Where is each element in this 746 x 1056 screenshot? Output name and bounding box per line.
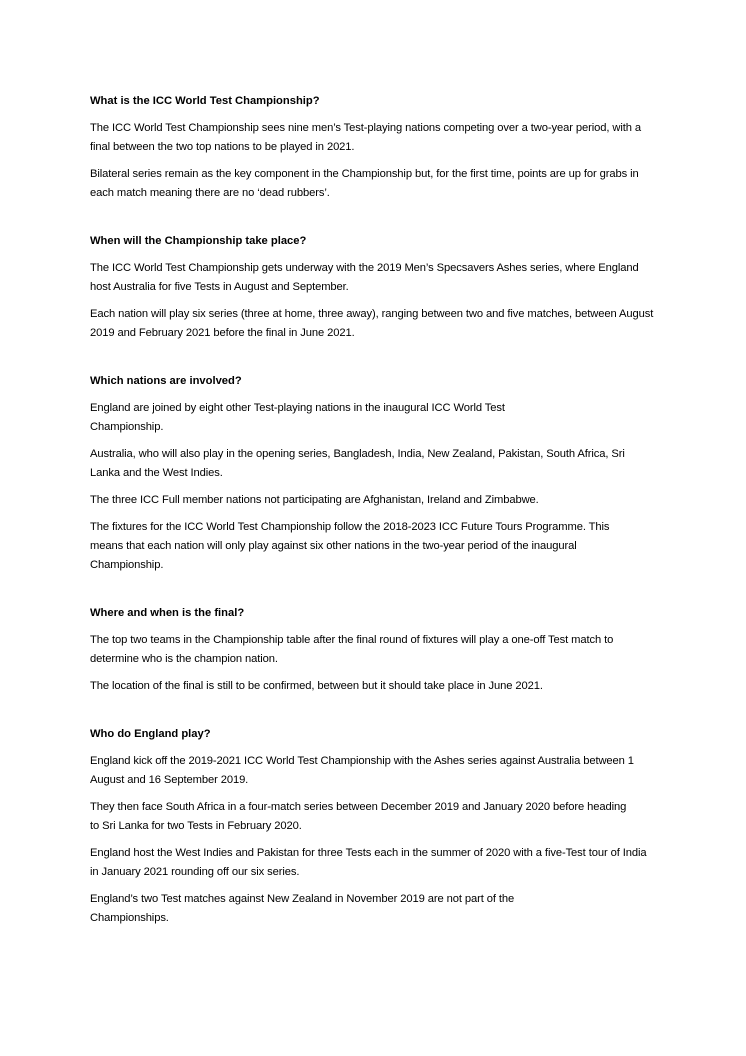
paragraph: England are joined by eight other Test-playing nations in the inaugural ICC World Test Championship.: [90, 402, 505, 433]
section-heading: What is the ICC World Test Championship?: [90, 95, 320, 107]
paragraph: The ICC World Test Championship gets underway with the 2019 Men’s Specsavers Ashes series, where England host Australia for five Tests in August and September.: [90, 262, 639, 293]
section-heading: Who do England play?: [90, 728, 211, 740]
paragraph: The ICC World Test Championship sees nine men’s Test-playing nations competing over a two-year period, with a final between the two top nations to be played in 2021.: [90, 122, 642, 153]
paragraph: England’s two Test matches against New Zealand in November 2019 are not part of the Championships.: [90, 893, 515, 924]
document-page: [90, 92, 670, 957]
section-what-is-wtc: [90, 92, 670, 203]
section-england-fixtures: [90, 725, 670, 928]
paragraph: Australia, who will also play in the opening series, Bangladesh, India, New Zealand, Pakistan, South Africa, Sri Lanka and the West Indies.: [90, 448, 625, 479]
section-when: [90, 232, 670, 343]
section-heading: Where and when is the final?: [90, 607, 245, 619]
paragraph: The location of the final is still to be confirmed, between but it should take place in June 2021.: [90, 680, 543, 692]
paragraph: England kick off the 2019-2021 ICC World Test Championship with the Ashes series against Australia between 1 August and 16 September 2019.: [90, 755, 634, 786]
section-nations: [90, 372, 670, 575]
paragraph: The top two teams in the Championship table after the final round of fixtures will play a one-off Test match to determine who is the champion nation.: [90, 634, 614, 665]
paragraph: The three ICC Full member nations not participating are Afghanistan, Ireland and Zimbabwe.: [90, 494, 539, 506]
paragraph: England host the West Indies and Pakistan for three Tests each in the summer of 2020 with a five-Test tour of India in January 2021 rounding off our six series.: [90, 847, 647, 878]
section-heading: When will the Championship take place?: [90, 235, 307, 247]
section-final: [90, 604, 670, 696]
paragraph: The fixtures for the ICC World Test Championship follow the 2018-2023 ICC Future Tours Programme. This means that each nation will only play against six other nations in the two-year period of the inaugural Championship.: [90, 521, 610, 571]
paragraph: Each nation will play six series (three at home, three away), ranging between two and five matches, between August 2019 and February 2021 before the final in June 2021.: [90, 308, 654, 339]
paragraph: They then face South Africa in a four-match series between December 2019 and January 2020 before heading to Sri Lanka for two Tests in February 2020.: [90, 801, 627, 832]
paragraph: Bilateral series remain as the key component in the Championship but, for the first time, points are up for grabs in each match meaning there are no ‘dead rubbers’.: [90, 168, 639, 199]
section-heading: Which nations are involved?: [90, 375, 242, 387]
